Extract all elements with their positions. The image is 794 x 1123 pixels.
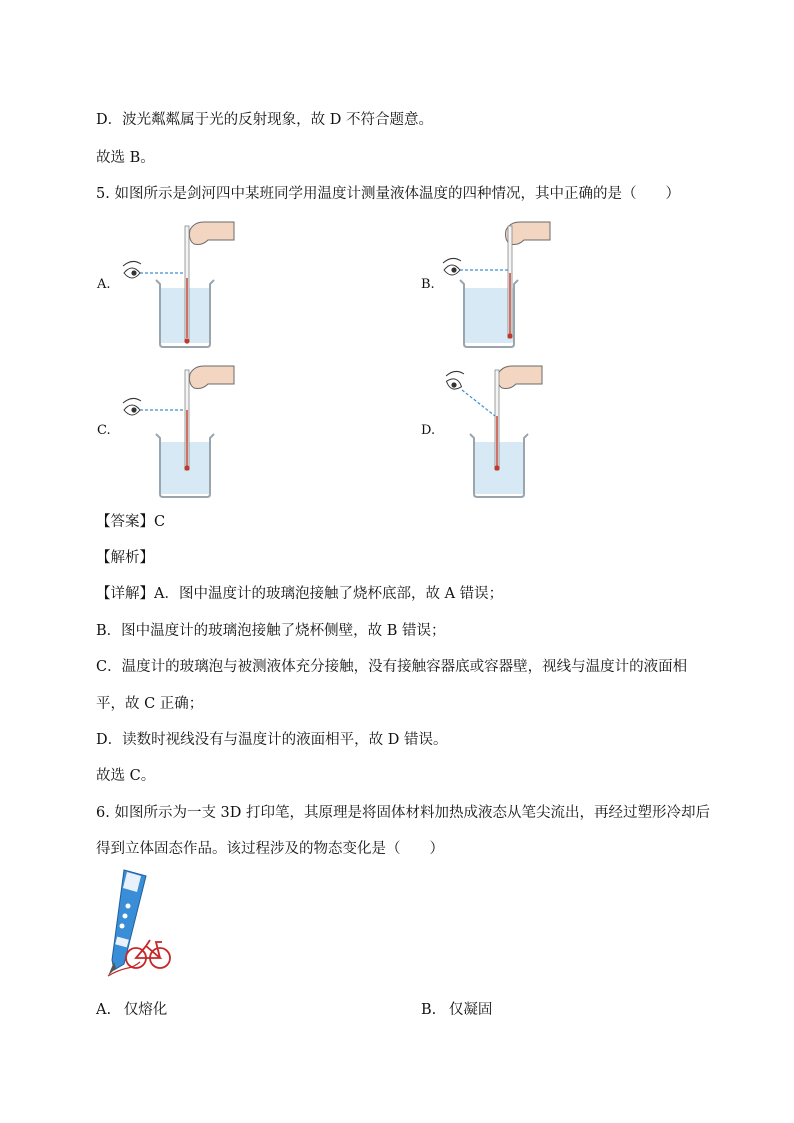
- q6-option-b[interactable]: [421, 1000, 492, 1020]
- text-line: 故选 C。: [96, 768, 156, 784]
- q6-option-a[interactable]: [96, 1000, 167, 1020]
- answer-line: 【答案】C: [96, 514, 166, 530]
- analysis-heading: 【解析】: [96, 550, 154, 566]
- question-5-stem: 5. 如图所示是剑河四中某班同学用温度计测量液体温度的四种情况，其中正确的是（ ）: [96, 186, 680, 202]
- figure-label-d: D.: [421, 423, 436, 438]
- question-6-stem-line-2: 得到立体固态作品。该过程涉及的物态变化是（ ）: [96, 841, 444, 857]
- figure-a-thermometer: [112, 218, 252, 353]
- figure-label-b: B.: [421, 277, 435, 292]
- figure-d-thermometer: [440, 362, 580, 502]
- figure-label-c: C.: [97, 423, 111, 438]
- q6-option-a-letter: A.: [96, 1002, 112, 1018]
- text-line: B．图中温度计的玻璃泡接触了烧杯侧壁，故 B 错误；: [96, 623, 446, 639]
- q6-option-a-text: 仅熔化: [123, 1002, 168, 1018]
- question-6-stem-line-1: 6. 如图所示为一支 3D 打印笔，其原理是将固体材料加热成液态从笔尖流出，再经过塑形冷却后: [96, 805, 711, 821]
- text-line: 故选 B。: [96, 150, 155, 166]
- text-line: 【详解】A．图中温度计的玻璃泡接触了烧杯底部，故 A 错误；: [96, 586, 504, 602]
- figure-c-thermometer: [112, 362, 252, 502]
- text-line: 平，故 C 正确；: [96, 696, 204, 712]
- text-line: D．波光粼粼属于光的反射现象，故 D 不符合题意。: [96, 112, 433, 128]
- q6-option-b-text: 仅凝固: [448, 1002, 493, 1018]
- text-line: D．读数时视线没有与温度计的液面相平，故 D 错误。: [96, 732, 448, 748]
- 3d-pen-figure: [94, 866, 178, 984]
- figure-b-thermometer: [440, 218, 580, 353]
- q6-option-b-letter: B.: [421, 1002, 437, 1018]
- text-line: C．温度计的玻璃泡与被测液体充分接触，没有接触容器底或容器壁，视线与温度计的液面相: [96, 659, 688, 675]
- figure-label-a: A.: [97, 277, 111, 292]
